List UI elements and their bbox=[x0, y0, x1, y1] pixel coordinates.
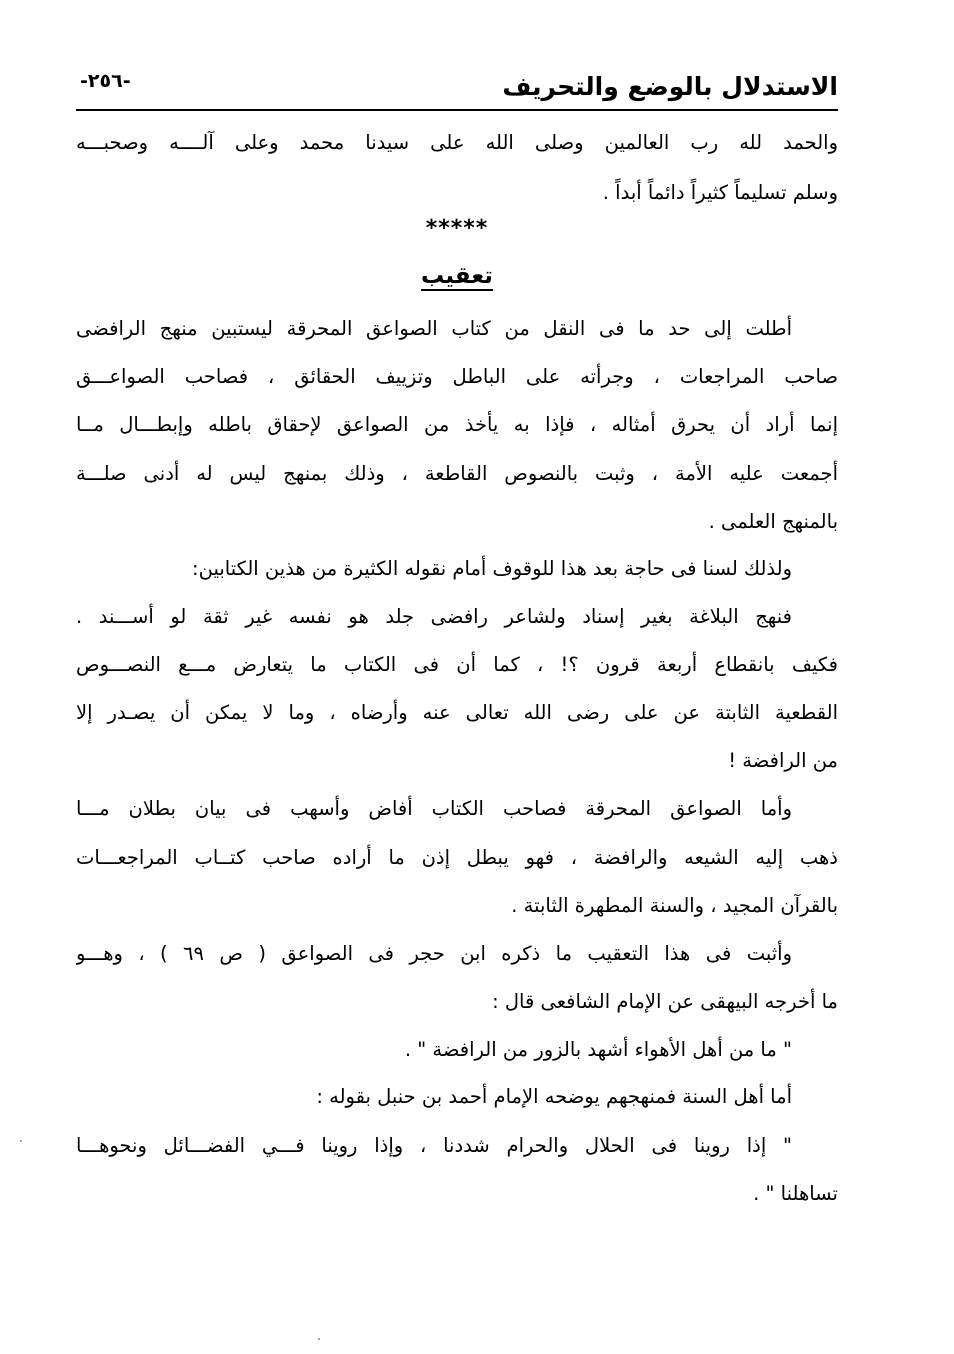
text-line: من الرافضة ! bbox=[728, 749, 838, 772]
text-line: ذهب إليه الشيعه والرافضة ، فهو يبطل إذن ما أراده صاحب كتــاب المراجعـــات bbox=[76, 846, 838, 869]
text-line: إنما أراد أن يحرق أمثاله ، فإذا به يأخذ من الصواعق لإحقاق باطله وإبطـــال مــا bbox=[76, 413, 838, 436]
page-number: -٢٥٦- bbox=[80, 70, 131, 92]
text-line: ما أخرجه البيهقى عن الإمام الشافعى قال : bbox=[492, 990, 838, 1013]
quote-line: تساهلنا " . bbox=[753, 1182, 838, 1205]
text-line: وأثبت فى هذا التعقيب ما ذكره ابن حجر فى الصواعق ( ص ٦٩ ) ، وهـــو bbox=[76, 942, 792, 965]
text-line: وأما الصواعق المحرقة فصاحب الكتاب أفاض وأسهب فى بيان بطلان مـــا bbox=[76, 797, 792, 820]
text-line: فكيف بانقطاع أربعة قرون ؟! ، كما أن فى الكتاب ما يتعارض مـــع النصـــوص bbox=[76, 653, 838, 676]
section-heading: تعقيب bbox=[421, 263, 493, 289]
running-title: الاستدلال بالوضع والتحريف bbox=[502, 72, 838, 101]
scan-speck bbox=[318, 1338, 320, 1340]
text-line: بالمنهج العلمى . bbox=[708, 510, 838, 533]
text-line: وسلم تسليماً كثيراً دائماً أبداً . bbox=[602, 181, 838, 204]
quote-line: " ما من أهل الأهواء أشهد بالزور من الرافضة " . bbox=[404, 1038, 792, 1061]
text-line: أما أهل السنة فمنهجهم يوضحه الإمام أحمد بن حنبل بقوله : bbox=[316, 1085, 792, 1108]
quote-line: " إذا روينا فى الحلال والحرام شددنا ، وإذا روينا فـــي الفضـــائل ونحوهـــا bbox=[76, 1134, 792, 1157]
text-line: صاحب المراجعات ، وجرأته على الباطل وتزييف الحقائق ، فصاحب الصواعـــق bbox=[76, 365, 838, 388]
text-line: والحمد لله رب العالمين وصلى الله على سيدنا محمد وعلى آلــــه وصحبـــه bbox=[76, 131, 838, 154]
section-separator: ***** bbox=[425, 216, 489, 241]
text-line: أجمعت عليه الأمة ، وثبت بالنصوص القاطعة ، وذلك بمنهج ليس له أدنى صلـــة bbox=[76, 462, 838, 485]
text-line: أطلت إلى حد ما فى النقل من كتاب الصواعق المحرقة ليستبين منهج الرافضى bbox=[76, 317, 792, 340]
text-line: فنهج البلاغة بغير إسناد ولشاعر رافضى جلد هو نفسه غير ثقة لو أســـند . bbox=[76, 605, 792, 628]
page-header bbox=[76, 66, 838, 106]
text-line: ولذلك لسنا فى حاجة بعد هذا للوقوف أمام نقوله الكثيرة من هذين الكتابين: bbox=[192, 557, 792, 580]
text-line: القطعية الثابتة عن على رضى الله تعالى عنه وأرضاه ، وما لا يمكن أن يصـدر إلا bbox=[76, 701, 838, 724]
text-line: بالقرآن المجيد ، والسنة المطهرة الثابتة . bbox=[511, 894, 838, 917]
header-rule bbox=[76, 109, 838, 111]
scan-speck bbox=[20, 1140, 22, 1142]
